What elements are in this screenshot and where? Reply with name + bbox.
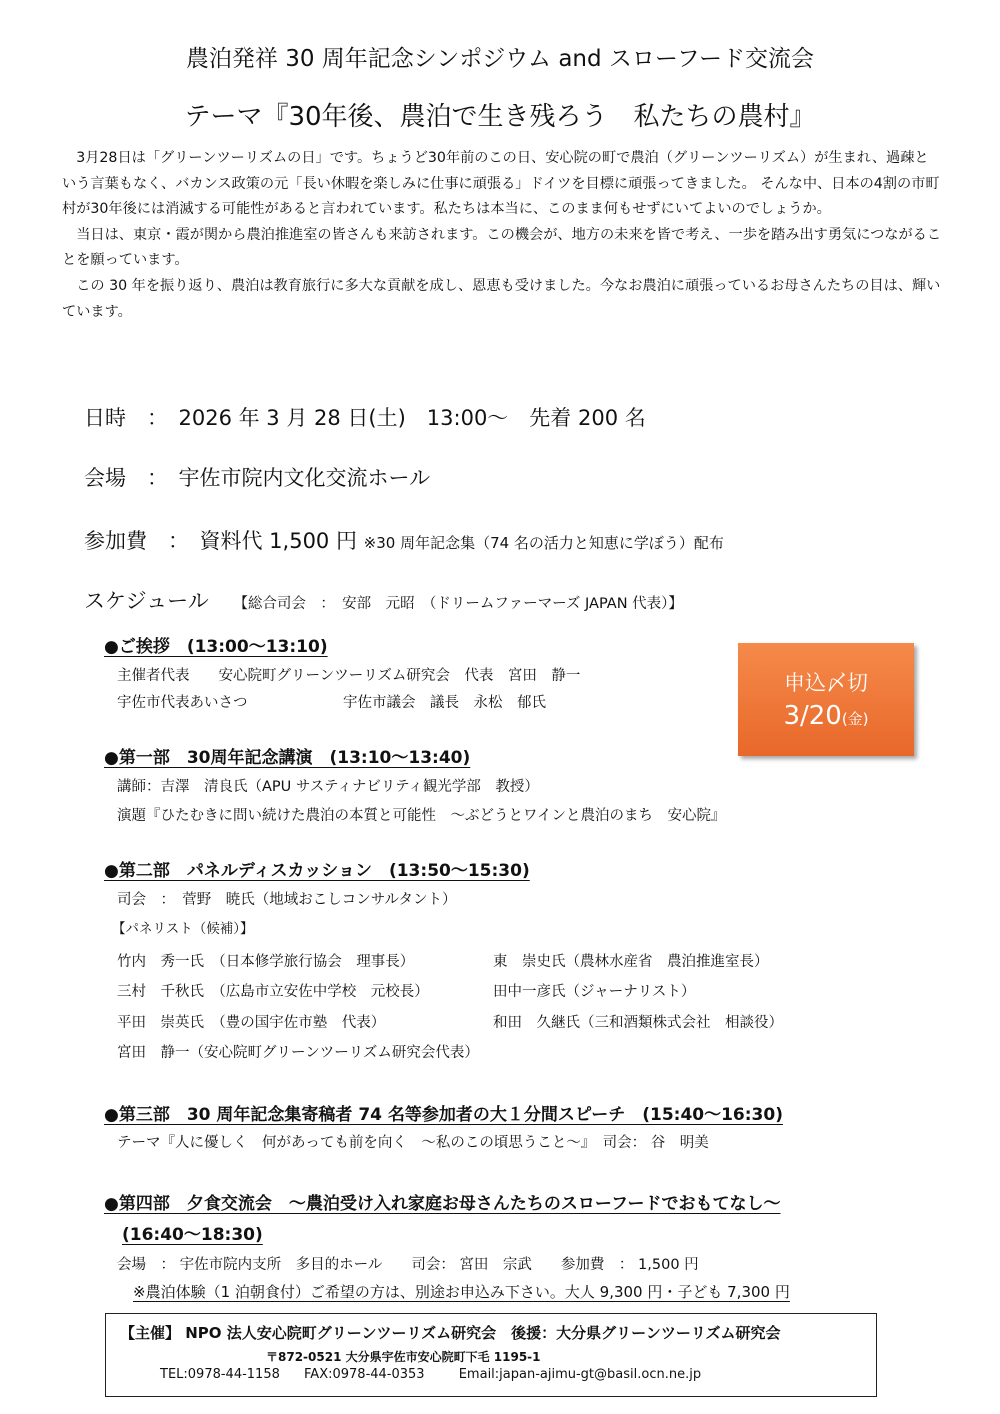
panelist-right: 和田 久継氏（三和酒類株式会社 相談役） bbox=[493, 1015, 783, 1031]
part3-theme: テーマ『人に優しく 何があっても前を向く ～私のこの頃思うこと～』 司会： 谷 明美 bbox=[117, 1135, 709, 1151]
part2-moderator: 司会 ： 菅野 暁氏（地域おこしコンサルタント） bbox=[117, 892, 457, 908]
greeting-line-2b: 宇佐市議会 議長 永松 郁氏 bbox=[343, 695, 546, 711]
panelist-left: 宮田 静一（安心院町グリーンツーリズム研究会代表） bbox=[117, 1045, 479, 1061]
greeting-line-1: 主催者代表 安心院町グリーンツーリズム研究会 代表 宮田 静一 bbox=[117, 668, 581, 684]
part3-title: ●第三部 30 周年記念集寄稿者 74 名等参加者の大１分間スピーチ (15:40～16:30) bbox=[104, 1105, 783, 1125]
panelist-left: 平田 崇英氏 （豊の国宇佐市塾 代表） bbox=[117, 1015, 386, 1031]
intro-text bbox=[62, 146, 942, 325]
panelists-heading: 【パネリスト（候補）】 bbox=[112, 921, 254, 937]
panelist-right: 田中一彦氏（ジャーナリスト） bbox=[493, 984, 696, 1000]
greeting-title: ●ご挨拶 (13:00～13:10) bbox=[104, 637, 328, 657]
deadline-weekday: (金) bbox=[841, 710, 869, 728]
greeting-line-2a: 宇佐市代表あいさつ bbox=[117, 695, 248, 711]
event-fee-label: 参加費 ： 資料代 1,500 円 bbox=[84, 529, 357, 553]
panelist-left: 三村 千秋氏 （広島市立安佐中学校 元校長） bbox=[117, 984, 429, 1000]
part2-title: ●第二部 パネルディスカッション (13:50～15:30) bbox=[104, 861, 530, 881]
deadline-date: 3/20 bbox=[783, 701, 842, 731]
event-venue: 会場 ： 宇佐市院内文化交流ホール bbox=[84, 466, 431, 490]
organizer-address: 〒872-0521 大分県宇佐市安心院町下毛 1195-1 bbox=[266, 1350, 541, 1364]
part1-title: ●第一部 30周年記念講演 (13:10～13:40) bbox=[104, 748, 471, 768]
event-fee-note: ※30 周年記念集（74 名の活力と知恵に学ぼう）配布 bbox=[363, 534, 724, 552]
intro-paragraph-1: 3月28日は「グリーンツーリズムの日」です。ちょうど30年前のこの日、安心院の町で農泊（グリーンツーリズム）が生まれ、過疎という言葉もなく、バカンス政策の元「長い休暇を楽しみに仕事に頑張る」ドイツを目標に頑張ってきました。 そんな中、日本の4割の市町村が30年後には消滅する可能性があると言われています。私たちは本当に、このまま何もせずにいてよいのでしょうか。 bbox=[62, 150, 940, 218]
organizer-email[interactable]: Email:japan-ajimu-gt@basil.ocn.ne.jp bbox=[458, 1367, 702, 1382]
page-title: 農泊発祥 30 周年記念シンポジウム and スローフード交流会 bbox=[185, 46, 815, 72]
farmstay-note: ※農泊体験（1 泊朝食付）ご希望の方は、別途お申込み下さい。大人 9,300 円・子ども 7,300 円 bbox=[133, 1283, 790, 1301]
part4-venue: 会場 ： 宇佐市院内支所 多目的ホール 司会： 宮田 宗武 参加費 ： 1,500 円 bbox=[117, 1257, 699, 1273]
deadline-date-row bbox=[738, 701, 914, 731]
organizer-fax: FAX:0978-44-0353 bbox=[304, 1367, 425, 1382]
part1-topic: 演題『ひたむきに問い続けた農泊の本質と可能性 ～ぶどうとワインと農泊のまち 安心院』 bbox=[117, 808, 726, 824]
part4-time: (16:40～18:30) bbox=[122, 1225, 263, 1245]
organizer-line: 【主催】 NPO 法人安心院町グリーンツーリズム研究会 後援：大分県グリーンツーリズム研究会 bbox=[120, 1324, 781, 1342]
schedule-chair: 【総合司会 ： 安部 元昭 （ドリームファーマーズ JAPAN 代表）】 bbox=[233, 596, 683, 612]
theme-title: テーマ『30年後、農泊で生き残ろう 私たちの農村』 bbox=[184, 102, 816, 132]
panelist-right: 東 崇史氏（農林水産省 農泊推進室長） bbox=[493, 954, 769, 970]
deadline-label: 申込〆切 bbox=[784, 671, 868, 695]
part1-lecturer: 講師：吉澤 清良氏（APU サスティナビリティ観光学部 教授） bbox=[117, 779, 539, 795]
event-datetime: 日時 ： 2026 年 3 月 28 日(土) 13:00～ 先着 200 名 bbox=[84, 406, 646, 430]
intro-paragraph-3: この 30 年を振り返り、農泊は教育旅行に多大な貢献を成し、恩恵も受けました。今なお農泊に頑張っているお母さんたちの目は、輝いています。 bbox=[62, 277, 941, 320]
panelist-left: 竹内 秀一氏 （日本修学旅行協会 理事長） bbox=[117, 954, 415, 970]
schedule-heading: スケジュール bbox=[84, 589, 209, 613]
schedule-header bbox=[84, 585, 683, 615]
part4-title: ●第四部 夕食交流会 ～農泊受け入れ家庭お母さんたちのスローフードでおもてなし～ bbox=[104, 1194, 781, 1214]
event-fee bbox=[84, 525, 724, 555]
organizer-tel: TEL:0978-44-1158 bbox=[160, 1367, 280, 1382]
deadline-badge bbox=[738, 643, 914, 756]
organizer-contact bbox=[160, 1367, 701, 1382]
organizer-box bbox=[105, 1313, 877, 1397]
intro-paragraph-2: 当日は、東京・霞が関から農泊推進室の皆さんも来訪されます。この機会が、地方の未来を皆で考え、一歩を踏み出す勇気につながることを願っています。 bbox=[62, 226, 942, 269]
